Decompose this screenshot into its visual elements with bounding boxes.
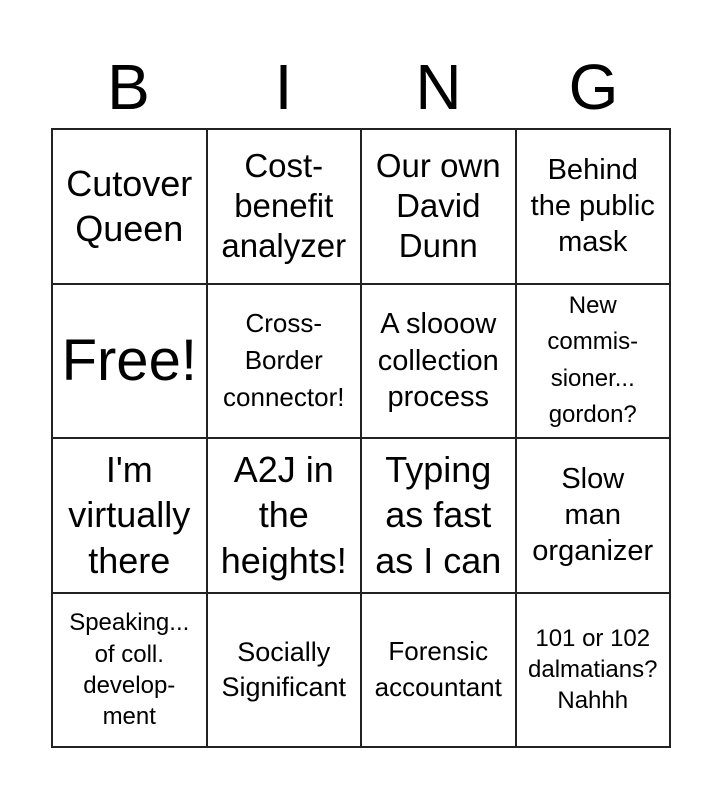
- cell-text: Forensic accountant: [374, 635, 502, 702]
- bingo-cell-r1c4[interactable]: [516, 129, 671, 284]
- cell-text: Cost- benefit analyzer: [221, 146, 347, 265]
- cell-text: 101 or 102 dalmatians? Nahhh: [528, 624, 658, 715]
- cell-text: Our own David Dunn: [375, 146, 501, 265]
- bingo-cell-r1c2[interactable]: [207, 129, 362, 284]
- bingo-board: [51, 128, 671, 748]
- header-letter-b: B: [107, 51, 150, 123]
- cell-text: A2J in the heights!: [220, 448, 347, 582]
- bingo-cell-r2c4[interactable]: [516, 284, 671, 439]
- cell-text: I'm virtually there: [68, 448, 191, 582]
- bingo-cell-r4c2[interactable]: [207, 593, 362, 748]
- bingo-cell-r1c1[interactable]: [52, 129, 207, 284]
- cell-text: A slooow collection process: [377, 308, 499, 413]
- header-letter-n: N: [415, 51, 462, 123]
- free-space[interactable]: [52, 284, 207, 439]
- header-letter-i: I: [274, 51, 293, 123]
- bingo-cell-r2c2[interactable]: [207, 284, 362, 439]
- cell-text: Behind the public mask: [530, 153, 655, 259]
- bingo-cell-r1c3[interactable]: [361, 129, 516, 284]
- cell-text: Socially Significant: [221, 636, 347, 702]
- bingo-cell-r4c3[interactable]: [361, 593, 516, 748]
- cell-text: Typing as fast as I can: [375, 448, 502, 582]
- bingo-cell-r3c2[interactable]: [207, 438, 362, 593]
- cell-text: Speaking... of coll. develop- ment: [69, 609, 190, 730]
- bingo-cell-r4c4[interactable]: [516, 593, 671, 748]
- bingo-header: [51, 52, 671, 122]
- bingo-cell-r4c1[interactable]: [52, 593, 207, 748]
- cell-text: Slow man organizer: [532, 462, 654, 568]
- cell-text: Free!: [61, 327, 197, 393]
- cell-text: Cross- Border connector!: [223, 308, 345, 413]
- cell-text: New commis- sioner... gordon?: [547, 291, 639, 429]
- bingo-cell-r3c4[interactable]: [516, 438, 671, 593]
- cell-text: Cutover Queen: [66, 162, 193, 250]
- bingo-cell-r3c1[interactable]: [52, 438, 207, 593]
- bingo-cell-r3c3[interactable]: [361, 438, 516, 593]
- header-letter-g: G: [568, 51, 619, 123]
- bingo-cell-r2c3[interactable]: [361, 284, 516, 439]
